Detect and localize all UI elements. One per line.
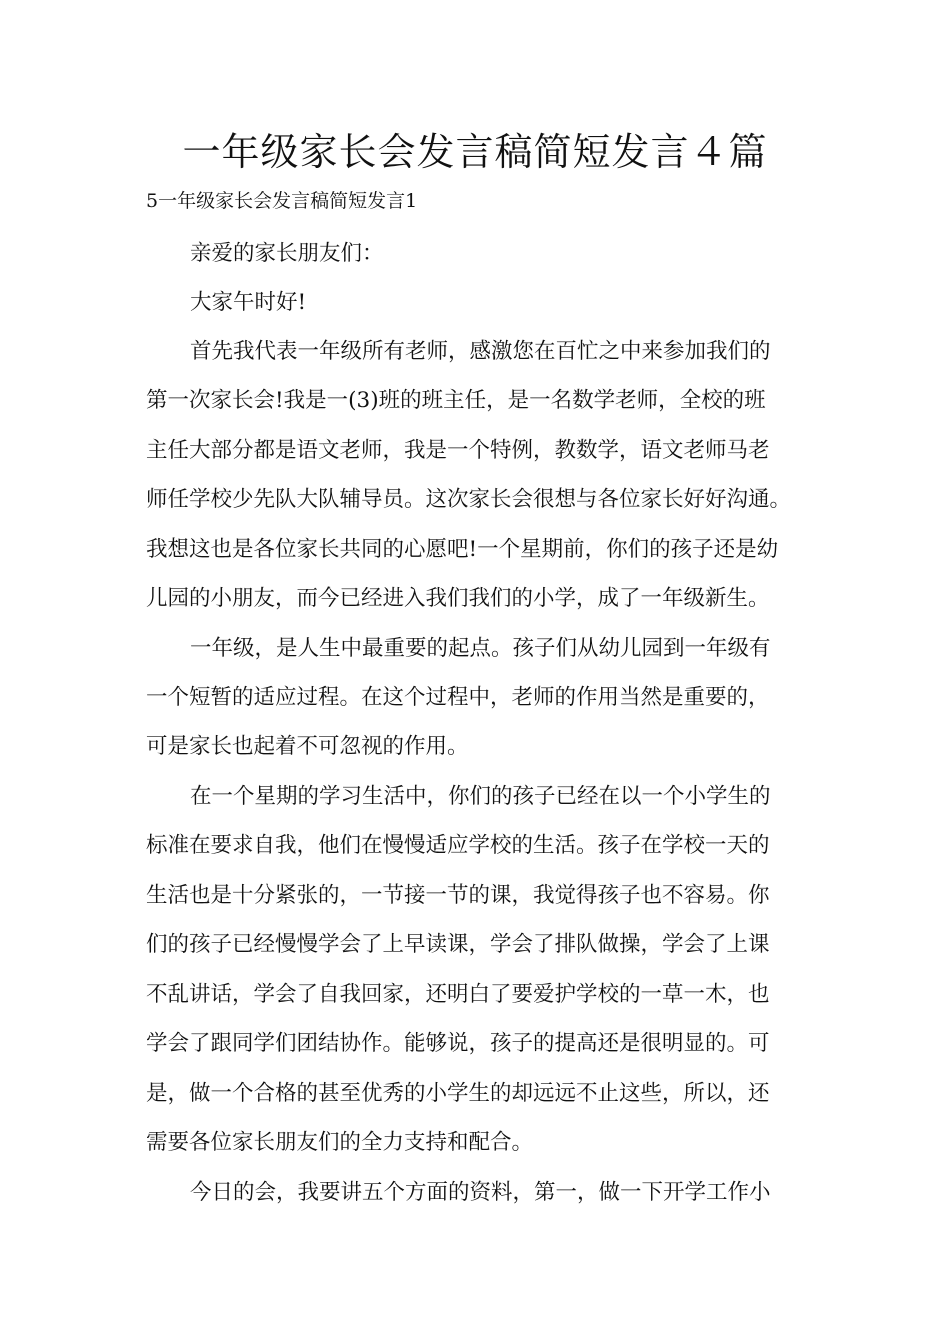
text-line: 一年级，是人生中最重要的起点。孩子们从幼儿园到一年级有 (190, 636, 771, 661)
text-line: 我想这也是各位家长共同的心愿吧!一个星期前，你们的孩子还是幼 (146, 537, 779, 562)
document-title: 一年级家长会发言稿简短发言４篇 (182, 130, 768, 174)
text-line: 儿园的小朋友，而今已经进入我们我们的小学，成了一年级新生。 (146, 586, 770, 611)
text-line: 师任学校少先队大队辅导员。这次家长会很想与各位家长好好沟通。 (146, 487, 792, 512)
text-line: 是，做一个合格的甚至优秀的小学生的却远远不止这些，所以，还 (146, 1081, 770, 1106)
text-line: 可是家长也起着不可忽视的作用。 (146, 734, 469, 759)
text-line: 主任大部分都是语文老师，我是一个特例，教数学，语文老师马老 (146, 438, 770, 463)
text-line-greeting: 亲爱的家长朋友们： (190, 241, 384, 266)
text-line: 们的孩子已经慢慢学会了上早读课，学会了排队做操，学会了上课 (146, 932, 770, 957)
text-line: 在一个星期的学习生活中，你们的孩子已经在以一个小学生的 (190, 784, 771, 809)
text-line: 不乱讲话，学会了自我回家，还明白了要爱护学校的一草一木，也 (146, 982, 770, 1007)
document-subtitle: 5一年级家长会发言稿简短发言1 (146, 190, 418, 212)
text-line: 第一次家长会!我是一(3)班的班主任，是一名数学老师，全校的班 (146, 388, 766, 413)
text-line: 生活也是十分紧张的，一节接一节的课，我觉得孩子也不容易。你 (146, 883, 770, 908)
text-line: 需要各位家长朋友们的全力支持和配合。 (146, 1130, 534, 1155)
text-line: 学会了跟同学们团结协作。能够说，孩子的提高还是很明显的。可 (146, 1031, 770, 1056)
text-line: 一个短暂的适应过程。在这个过程中，老师的作用当然是重要的， (146, 685, 770, 710)
text-line: 首先我代表一年级所有老师，感激您在百忙之中来参加我们的 (190, 339, 771, 364)
text-line: 标准在要求自我，他们在慢慢适应学校的生活。孩子在学校一天的 (146, 833, 770, 858)
text-line: 今日的会，我要讲五个方面的资料，第一，做一下开学工作小 (190, 1180, 771, 1205)
text-line-salutation: 大家午时好! (190, 290, 307, 315)
